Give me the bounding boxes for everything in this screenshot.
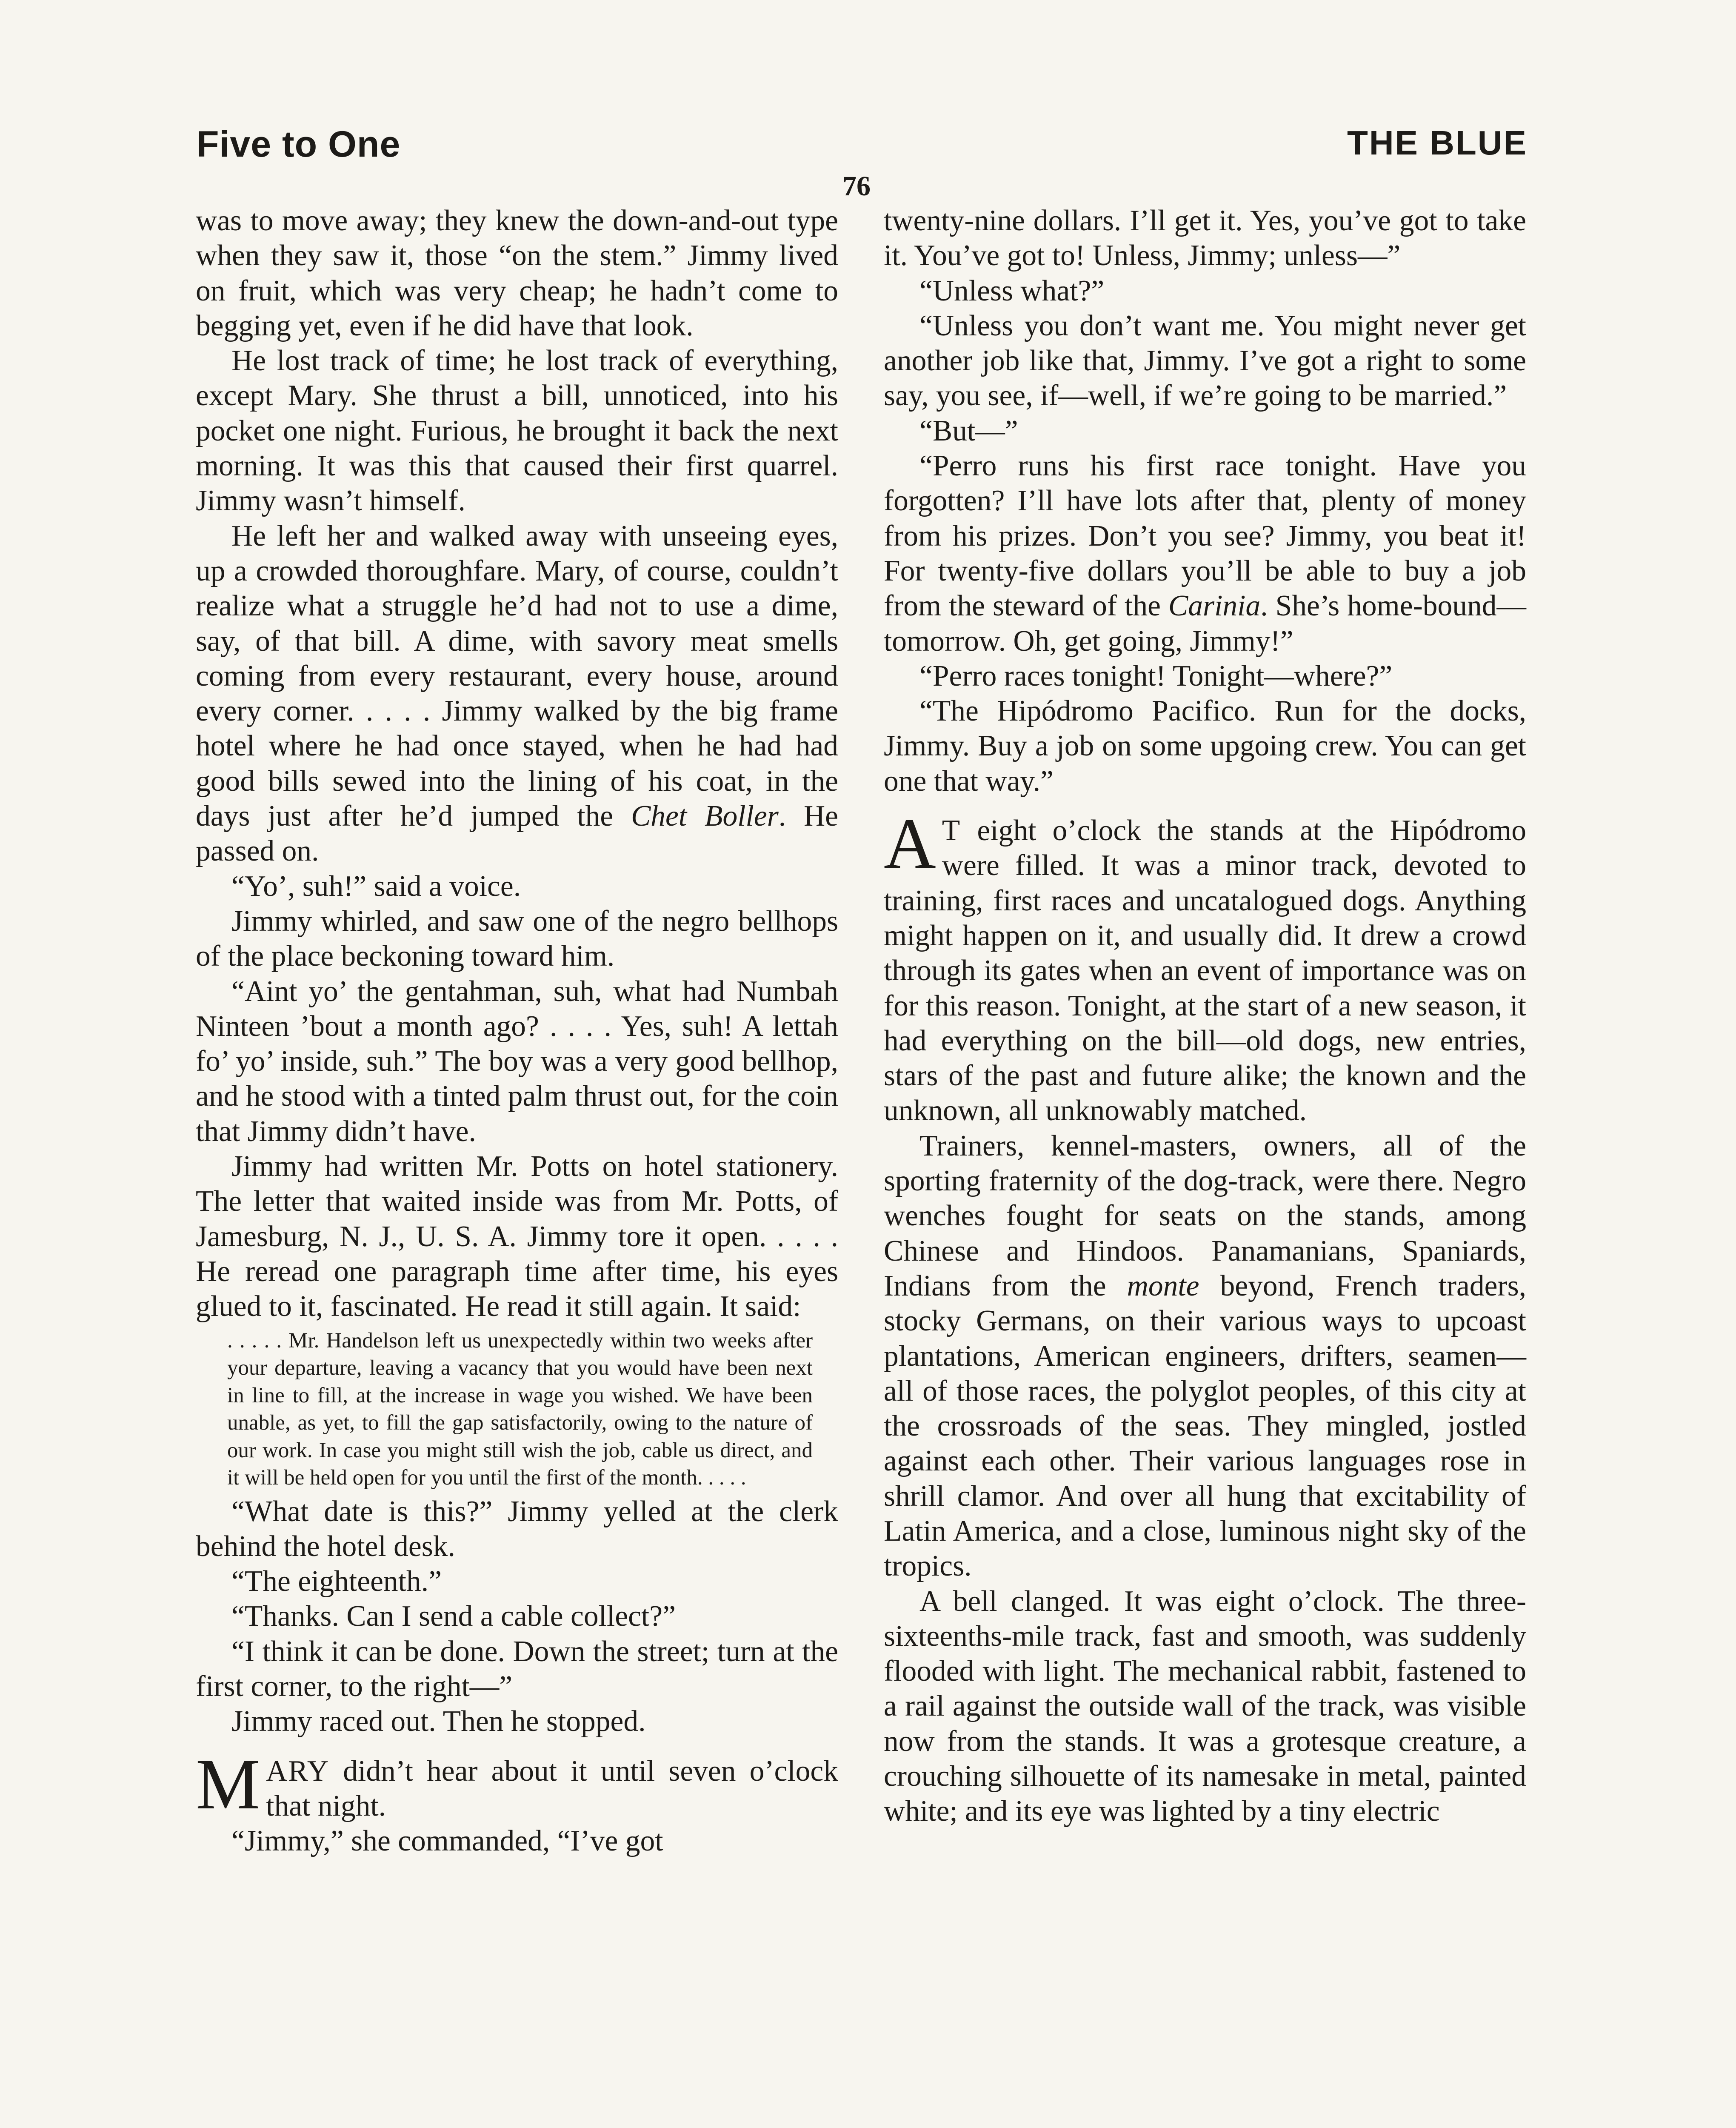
letter-excerpt: . . . . . Mr. Handelson left us unexpectedly within two weeks after your departure, leaving a vacancy that you would have been next in line to fill, at the increase in wage you wished. We have been unable, as yet, to fill the gap satisfactorily, owing to the nature of our work. In case you might still wish the job, cable us direct, and it will be held open for you until the first of the month. . . . . bbox=[227, 1328, 813, 1490]
page-number: 76 bbox=[842, 171, 871, 202]
paragraph: Jimmy raced out. Then he stopped. bbox=[231, 1705, 646, 1738]
left-column bbox=[196, 203, 838, 1859]
paragraph: “I think it can be done. Down the street; turn at the first corner, to the right—” bbox=[196, 1635, 838, 1703]
paragraph: “Perro races tonight! Tonight—where?” bbox=[919, 659, 1393, 692]
running-head-magazine: THE BLUE bbox=[1347, 124, 1528, 162]
small-caps-lead: ARY bbox=[266, 1754, 330, 1788]
paragraph: “The eighteenth.” bbox=[231, 1565, 442, 1598]
paragraph: A bell clanged. It was eight o’clock. The three-sixteenths-mile track, fast and smooth, was suddenly flooded with light. The mechanical rabbit, fastened to a rail against the outside wall of the track, was visible now from the stands. It was a grotesque creature, a crouching silhouette of its namesake in metal, painted white; and its eye was lighted by a tiny electric bbox=[884, 1585, 1526, 1828]
paragraph: “Unless what?” bbox=[919, 274, 1105, 307]
paragraph: “Jimmy,” she commanded, “I’ve got bbox=[231, 1825, 663, 1858]
italic-word: monte bbox=[1127, 1269, 1199, 1302]
section-opening-paragraph bbox=[884, 804, 1526, 1129]
small-caps-lead: T bbox=[942, 814, 961, 847]
paragraph: “The Hipódromo Pacifico. Run for the docks, Jimmy. Buy a job on some upgoing crew. You can get one that way.” bbox=[884, 695, 1526, 798]
paragraph: was to move away; they knew the down-and-out type when they saw it, those “on the stem.” Jimmy lived on fruit, which was very cheap; he hadn’t come to begging yet, even if he did have that look. bbox=[196, 204, 838, 342]
text-run: . She’s home-bound—tomorrow. Oh, get going, Jimmy!” bbox=[884, 589, 1526, 658]
text-run: eight o’clock the stands at the Hipódromo were filled. It was a minor track, devoted to training, first races and uncatalogued dogs. Anything might happen on it, and usually did. It drew a crowd through its gates when an event of importance was on for this reason. Tonight, at the start of a new season, it had everything on the bill—old dogs, new entries, stars of the past and future alike; the known and the unknown, all unknowably matched. bbox=[884, 814, 1526, 1127]
section-opening-paragraph bbox=[196, 1744, 838, 1824]
paragraph bbox=[884, 1129, 1526, 1584]
paragraph: He lost track of time; he lost track of everything, except Mary. She thrust a bill, unnoticed, into his pocket one night. Furious, he brought it back the next morning. It was this that caused their first quarrel. Jimmy wasn’t himself. bbox=[196, 344, 838, 518]
paragraph: Jimmy had written Mr. Potts on hotel stationery. The letter that waited inside was from Mr. Potts, of Jamesburg, N. J., U. S. A. Jimmy tore it open. . . . . He reread one paragraph time after time, his eyes glued to it, fascinated. He read it still again. It said: bbox=[196, 1150, 838, 1323]
paragraph: twenty-nine dollars. I’ll get it. Yes, you’ve got to take it. You’ve got to! Unless, Jimmy; unless—” bbox=[884, 204, 1526, 272]
text-run: He left her and walked away with unseeing eyes, up a crowded thoroughfare. Mary, of course, couldn’t realize what a struggle he’d had not to use a dime, say, of that bill. A dime, with savory meat smells coming from every restaurant, every house, around every corner. . . . . Jimmy walked by the big frame hotel where he had once stayed, when he had had good bills sewed into the lining of his coat, in the days just after he’d jumped the bbox=[196, 519, 838, 833]
paragraph: Jimmy whirled, and saw one of the negro bellhops of the place beckoning toward him. bbox=[196, 904, 838, 973]
text-run: Trainers, kennel-masters, owners, all of the sporting fraternity of the dog-track, were there. Negro wenches fought for seats on the stands, among Chinese and Hindoos. Panamanians, Spaniards, Indians from the bbox=[884, 1129, 1526, 1302]
text-run: . He passed on. bbox=[196, 800, 838, 868]
right-column bbox=[884, 203, 1526, 1829]
ship-name: Chet Boller bbox=[631, 800, 779, 833]
drop-cap: M bbox=[196, 1744, 260, 1824]
ship-name: Carinia bbox=[1168, 589, 1261, 623]
paragraph: “But—” bbox=[919, 414, 1018, 447]
paragraph: “Aint yo’ the gentahman, suh, what had Numbah Ninteen ’bout a month ago? . . . . Yes, suh! A lettah fo’ yo’ inside, suh.” The boy was a very good bellhop, and he stood with a tinted palm thrust out, for the coin that Jimmy didn’t have. bbox=[196, 975, 838, 1148]
text-run: beyond, French traders, stocky Germans, on their various ways to upcoast plantations, American engineers, drifters, seamen—all of those races, the polyglot peoples, of this city at the crossroads of the seas. They mingled, jostled against each other. Their various languages rose in shrill clamor. And over all hung that excitability of Latin America, and a close, luminous night sky of the tropics. bbox=[884, 1269, 1526, 1583]
drop-cap: A bbox=[884, 804, 936, 884]
text-run: “Perro runs his first race tonight. Have you forgotten? I’ll have lots after that, plenty of money from his prizes. Don’t you see? Jimmy, you beat it! For twenty-five dollars you’ll be able to buy a job from the steward of the bbox=[884, 449, 1526, 623]
paragraph bbox=[884, 449, 1526, 659]
paragraph bbox=[196, 519, 838, 869]
paragraph: “Yo’, suh!” said a voice. bbox=[231, 870, 521, 903]
running-head-title: Five to One bbox=[197, 124, 401, 165]
paragraph: “What date is this?” Jimmy yelled at the clerk behind the hotel desk. bbox=[196, 1495, 838, 1563]
paragraph: “Thanks. Can I send a cable collect?” bbox=[231, 1600, 676, 1633]
paragraph: “Unless you don’t want me. You might never get another job like that, Jimmy. I’ve got a right to some say, you see, if—well, if we’re going to be married.” bbox=[884, 309, 1526, 412]
text-run: didn’t hear about it until seven o’clock that night. bbox=[266, 1754, 838, 1822]
